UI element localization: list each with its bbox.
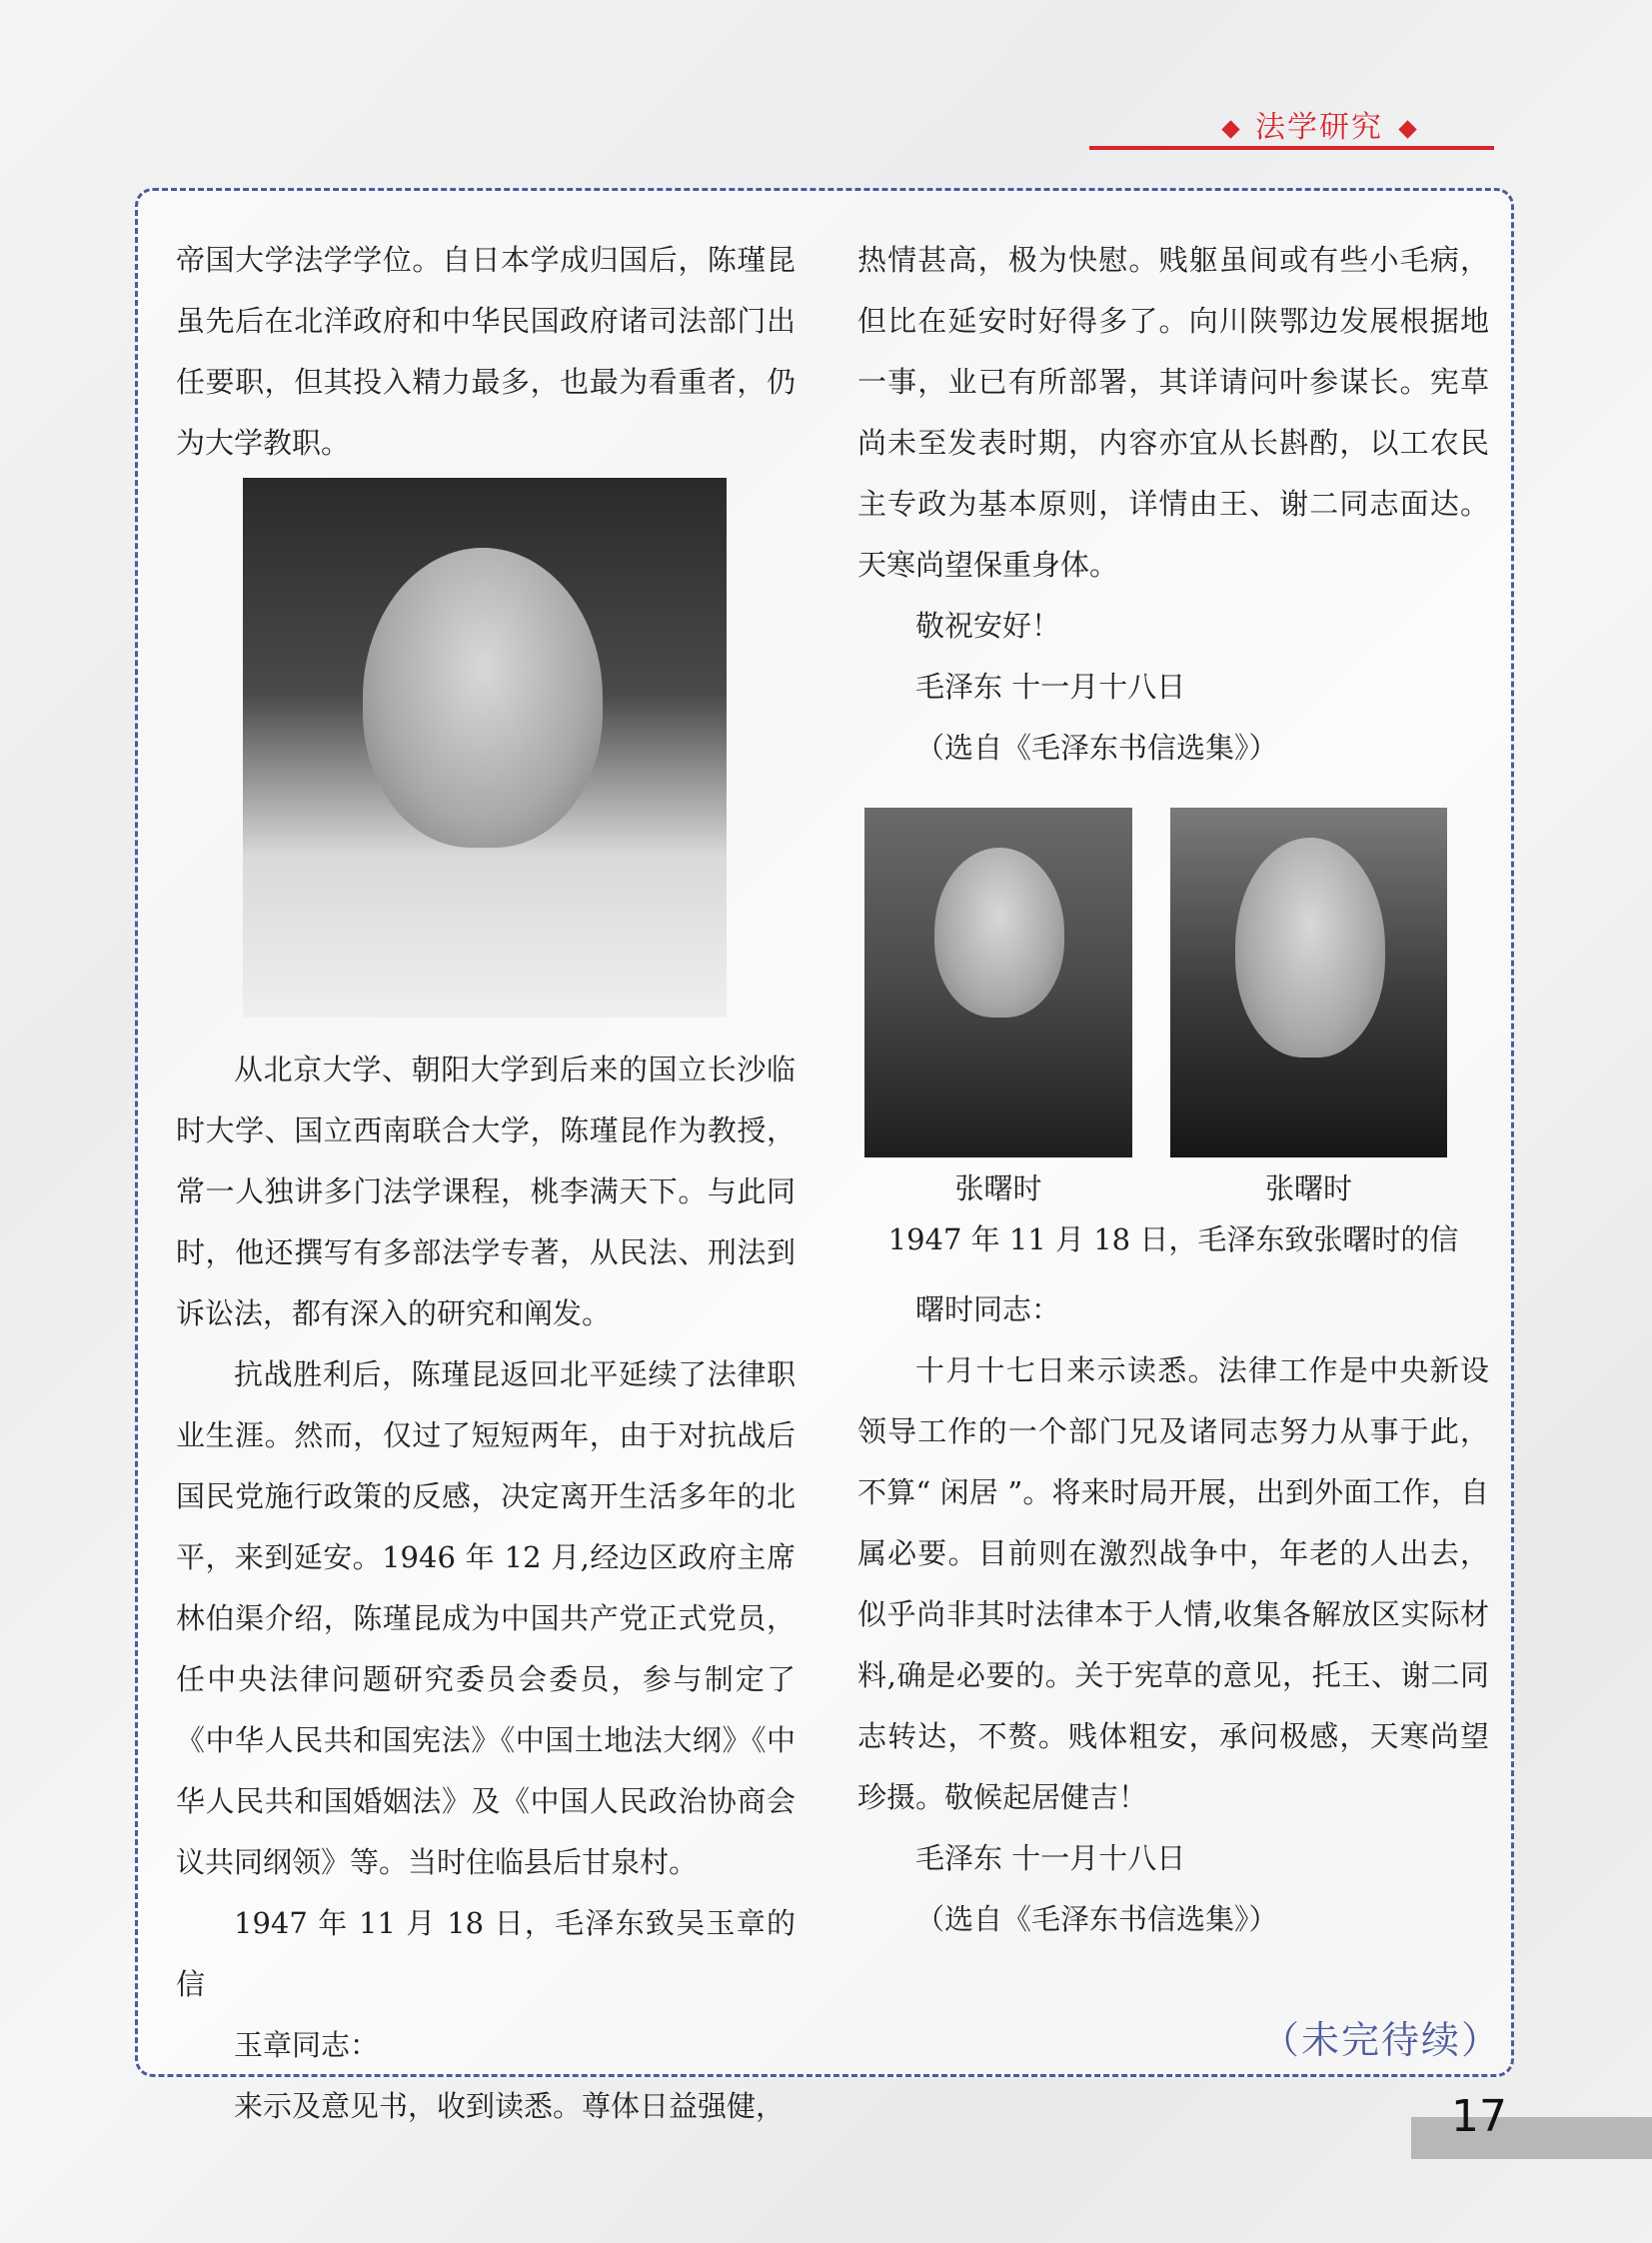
left-paragraph-1: 帝国大学法学学位。自日本学成归国后，陈瑾昆虽先后在北洋政府和中华民国政府诸司法部门出任要职，但其投入精力最多，也最为看重者，仍为大学教职。: [176, 243, 796, 460]
section-title: 法学研究: [1255, 110, 1383, 145]
left-paragraph-3: 抗战胜利后，陈瑾昆返回北平延续了法律职业生涯。然而，仅过了短短两年，由于对抗战后国民党施行政策的反感，决定离开生活多年的北平，来到延安。1946 年 12 月,经边区政府主席林伯渠介绍，陈瑾昆成为中国共产党正式党员，任中央法律问题研究委员会委员，参与制定了《中华人民共和国宪法》《中国土地法大纲》《中华人民共和国婚姻法》及《中国人民政治协商会议共同纲领》等。当时住临县后甘泉村。: [176, 1357, 796, 1879]
closing-wu: 敬祝安好！: [915, 609, 1061, 643]
letter-body-wu-start: 来示及意见书，收到读悉。尊体日益强健，: [234, 2089, 786, 2123]
right-column: [857, 230, 1489, 779]
letter-body-zhang: 十月十七日来示读悉。法律工作是中央新设领导工作的一个部门兄及诸同志努力从事于此，不算“ 闲居 ”。将来时局开展，出到外面工作，自属必要。目前则在激烈战争中，年老的人出去，似乎尚非其时法律本于人情,收集各解放区实际材料,确是必要的。关于宪草的意见，托王、谢二同志转达，不赘。贱体粗安，承问极感，天寒尚望珍摄。敬候起居健吉！: [857, 1353, 1489, 1814]
photo-zhang-2: [1170, 808, 1447, 1157]
section-header: [1149, 102, 1489, 146]
header-rule: [1089, 146, 1494, 150]
letter-title-zhang: 1947 年 11 月 18 日，毛泽东致张曙时的信: [887, 1222, 1459, 1256]
to-be-continued: （未完待续）: [1261, 2018, 1502, 2062]
source-wu: （选自《毛泽东书信选集》）: [915, 731, 1278, 765]
photo-face: [1235, 838, 1385, 1058]
left-column-lower: [176, 1040, 796, 2137]
salutation-zhang: 曙时同志：: [915, 1292, 1061, 1326]
caption-photo-1: 张曙时: [954, 1171, 1042, 1205]
photo-face: [934, 848, 1064, 1018]
salutation-wu: 玉章同志：: [234, 2028, 380, 2062]
letter-body-wu-end: 热情甚高，极为快慰。贱躯虽间或有些小毛病，但比在延安时好得多了。向川陕鄂边发展根据地一事，业已有所部署，其详请问叶参谋长。宪草尚未至发表时期，内容亦宜从长斟酌，以工农民主专政为基本原则，详情由王、谢二同志面达。天寒尚望保重身体。: [857, 243, 1489, 582]
right-column-lower: [857, 1279, 1489, 1950]
page-number: 17: [1451, 2091, 1507, 2142]
signature-wu: 毛泽东 十一月十八日: [915, 670, 1186, 704]
page-number-bar: [1411, 2117, 1652, 2159]
portrait-face: [363, 548, 603, 848]
source-zhang: （选自《毛泽东书信选集》）: [915, 1902, 1278, 1936]
left-paragraph-2: 从北京大学、朝阳大学到后来的国立长沙临时大学、国立西南联合大学，陈瑾昆作为教授，常一人独讲多门法学课程，桃李满天下。与此同时，他还撰写有多部法学专著，从民法、刑法到诉讼法，都有深入的研究和阐发。: [176, 1053, 796, 1330]
caption-photo-2: 张曙时: [1264, 1171, 1352, 1205]
portrait-photo: [243, 478, 727, 1018]
left-column: [176, 230, 796, 474]
signature-zhang: 毛泽东 十一月十八日: [915, 1841, 1186, 1875]
letter-title-wu: 1947 年 11 月 18 日，毛泽东致吴玉章的信: [176, 1906, 796, 2001]
photo-zhang-1: [864, 808, 1132, 1157]
diamond-icon: [1221, 120, 1239, 138]
diamond-icon: [1398, 120, 1416, 138]
